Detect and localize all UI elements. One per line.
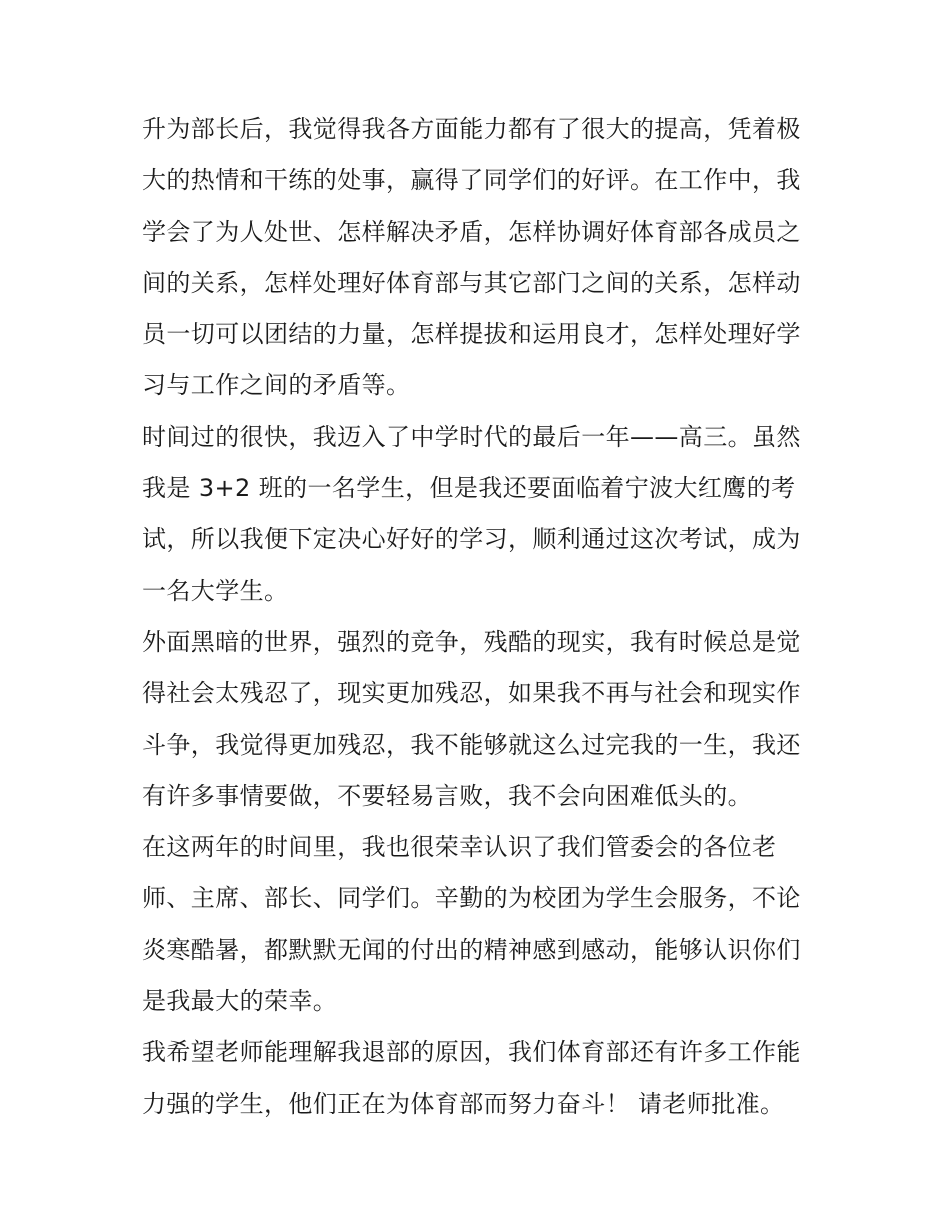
text-line: 师、主席、部长、同学们。辛勤的为校团为学生会服务，不论	[142, 884, 801, 913]
text-line: 力强的学生，他们正在为体育部而努力奋斗！ 请老师批准。	[142, 1089, 785, 1118]
paragraph-outside-world	[142, 617, 814, 822]
text-line: 炎寒酷暑，都默默无闻的付出的精神感到感动，能够认识你们	[142, 935, 801, 964]
document-body	[142, 104, 814, 1130]
paragraph-request	[142, 1027, 814, 1130]
text-line: 有许多事情要做，不要轻易言败，我不会向困难低头的。	[142, 781, 752, 810]
text-line: 是我最大的荣幸。	[142, 987, 338, 1016]
paragraph-senior-year	[142, 412, 814, 617]
text-line: 员一切可以团结的力量，怎样提拔和运用良才，怎样处理好学	[142, 320, 801, 349]
text-line: 我是 3+2 班的一名学生，但是我还要面临着宁波大红鹰的考	[142, 474, 796, 503]
text-line: 一名大学生。	[142, 576, 289, 605]
text-line: 外面黑暗的世界，强烈的竞争，残酷的现实，我有时候总是觉	[142, 627, 801, 656]
text-line: 学会了为人处世、怎样解决矛盾，怎样协调好体育部各成员之	[142, 217, 801, 246]
text-line: 习与工作之间的矛盾等。	[142, 371, 411, 400]
text-line: 斗争，我觉得更加残忍，我不能够就这么过完我的一生，我还	[142, 730, 801, 759]
text-line: 大的热情和干练的处事，赢得了同学们的好评。在工作中，我	[142, 166, 801, 195]
text-line: 升为部长后，我觉得我各方面能力都有了很大的提高，凭着极	[142, 115, 801, 143]
text-line: 在这两年的时间里，我也很荣幸认识了我们管委会的各位老	[142, 833, 777, 862]
text-line: 时间过的很快，我迈入了中学时代的最后一年——高三。虽然	[142, 422, 801, 451]
text-line: 我希望老师能理解我退部的原因，我们体育部还有许多工作能	[142, 1038, 801, 1067]
paragraph-gratitude	[142, 822, 814, 1027]
text-line: 得社会太残忍了，现实更加残忍，如果我不再与社会和现实作	[142, 679, 801, 708]
text-line: 试，所以我便下定决心好好的学习，顺利通过这次考试，成为	[142, 525, 801, 554]
paragraph-promotion	[142, 104, 814, 412]
text-line: 间的关系，怎样处理好体育部与其它部门之间的关系，怎样动	[142, 268, 801, 297]
